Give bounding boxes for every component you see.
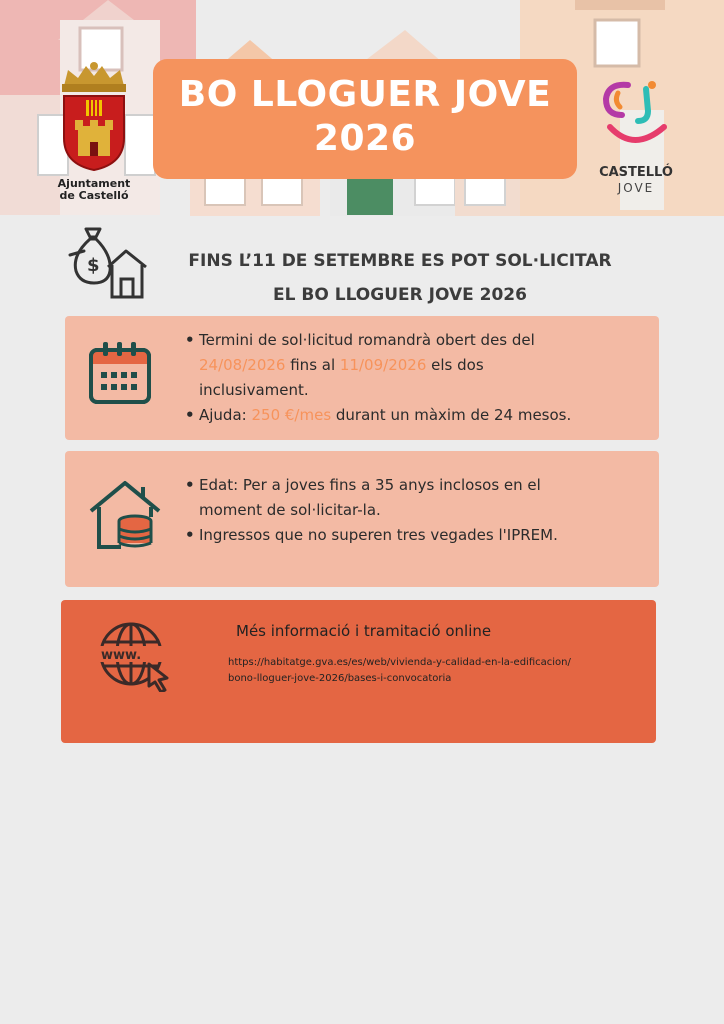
castello-jove-name: CASTELLÓ xyxy=(599,165,673,180)
aid-text-a: Ajuda: xyxy=(199,406,252,424)
money-bag-house-icon xyxy=(66,225,148,303)
title-line1: BO LLOGUER JOVE xyxy=(178,74,552,115)
requirements-box xyxy=(65,451,659,587)
globe-www-icon xyxy=(97,620,173,692)
house-coins-icon xyxy=(87,477,163,553)
castello-jove-sub: JOVE xyxy=(617,181,655,195)
aid-amount: 250 €/mes xyxy=(251,406,332,424)
deadline-text-a: Termini de sol·licitud romandrà obert des del xyxy=(199,331,535,349)
ajuntament-logo xyxy=(48,60,140,208)
requirements-list xyxy=(185,473,645,548)
more-info-url[interactable] xyxy=(228,655,638,687)
title-line2: 2026 xyxy=(313,118,417,159)
deadline-text-b: els dos xyxy=(426,356,484,374)
url-line2[interactable]: bono-lloguer-jove-2026/bases-i-convocatoria xyxy=(228,673,452,684)
age-text-b: moment de sol·licitar-la. xyxy=(199,501,381,519)
deadline-list xyxy=(185,328,645,428)
subtitle-line2: EL BO LLOGUER JOVE 2026 xyxy=(273,285,527,305)
subtitle xyxy=(150,244,650,312)
aid-item xyxy=(185,403,645,428)
income-item: • Ingressos que no superen tres vegades l'IPREM. xyxy=(185,523,645,548)
age-item xyxy=(185,473,645,523)
end-date: 11/09/2026 xyxy=(339,356,427,374)
age-text-a: Edat: Per a joves fins a 35 anys inclosos en el xyxy=(199,476,541,494)
deadline-item xyxy=(185,328,645,403)
aid-text-b: durant un màxim de 24 mesos. xyxy=(331,406,572,424)
more-info-title: Més informació i tramitació online xyxy=(236,622,492,640)
start-date: 24/08/2026 xyxy=(199,356,286,374)
ajuntament-caption-line1: Ajuntament xyxy=(57,177,131,190)
ajuntament-caption-line2: de Castelló xyxy=(59,189,129,202)
poster-title xyxy=(153,59,577,179)
deadline-box xyxy=(65,316,659,440)
castello-jove-logo xyxy=(588,75,684,200)
url-line1[interactable]: https://habitatge.gva.es/es/web/vivienda-y-calidad-en-la-edificacion/ xyxy=(228,657,571,668)
castello-coat-of-arms-icon xyxy=(48,60,140,178)
www-label: www. xyxy=(101,648,142,663)
deadline-text-c: inclusivament. xyxy=(199,381,309,399)
deadline-text-mid: fins al xyxy=(285,356,340,374)
cj-logo-icon xyxy=(588,75,684,163)
svg-text:$: $ xyxy=(87,255,100,276)
subtitle-line1: FINS L’11 DE SETEMBRE ES POT SOL·LICITAR xyxy=(188,251,612,271)
calendar-icon xyxy=(87,340,153,406)
